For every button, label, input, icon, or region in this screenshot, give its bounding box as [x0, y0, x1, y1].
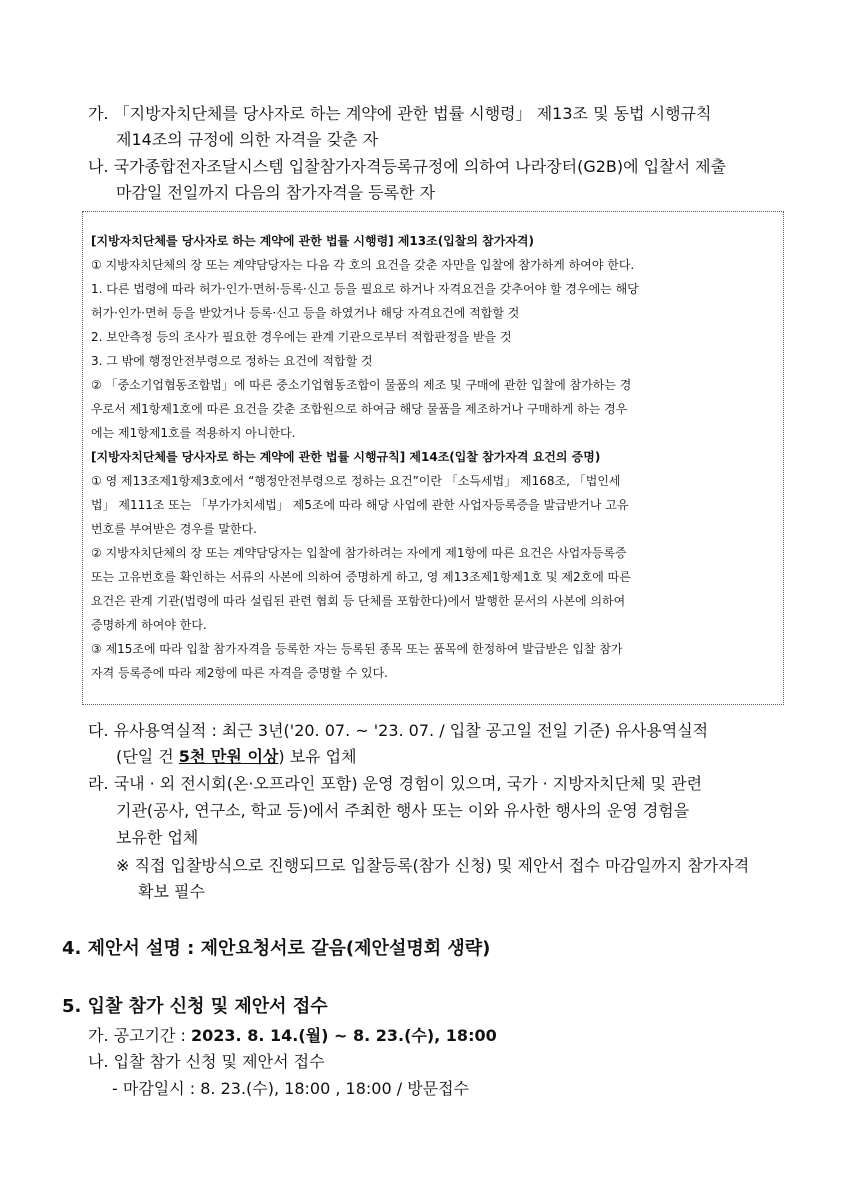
- regulation-line: 1. 다른 법령에 따라 허가·인가·면허·등록·신고 등을 필요로 하거나 자격요건을 갖추어야 할 경우에는 해당: [91, 282, 639, 296]
- regulation-heading: [지방자치단체를 당사자로 하는 계약에 관한 법률 시행령] 제13조(입찰의 참가자격): [91, 234, 535, 248]
- item-ga-line2: 제14조의 규정에 의한 자격을 갖춘 자: [116, 130, 379, 149]
- regulation-line: 또는 고유번호를 확인하는 서류의 사본에 의하여 증명하게 하고, 영 제13조제1항제1호 및 제2호에 따른: [91, 570, 631, 584]
- item-na-line2: 마감일 전일까지 다음의 참가자격을 등록한 자: [116, 183, 436, 202]
- regulation-heading: [지방자치단체를 당사자로 하는 계약에 관한 법률 시행규칙] 제14조(입찰 참가자격 요건의 증명): [91, 450, 601, 464]
- submission-heading: 나. 입찰 참가 신청 및 제안서 접수: [88, 1052, 325, 1071]
- amount-highlight: 5천 만원 이상: [178, 747, 279, 766]
- regulation-line: ③ 제15조에 따라 입찰 참가자격을 등록한 자는 등록된 종목 또는 품목에 한정하여 발급받은 입찰 참가: [91, 642, 623, 656]
- item-ra-line2: 기관(공사, 연구소, 학교 등)에서 주최한 행사 또는 이와 유사한 행사의 운영 경험을: [116, 801, 690, 820]
- item-da-line2: [116, 744, 357, 767]
- regulation-line: 우로서 제1항제1호에 따른 요건을 갖춘 조합원으로 하여금 해당 물품을 제조하거나 구매하게 하는 경우: [91, 402, 628, 416]
- regulation-box: [82, 211, 784, 705]
- item-ra-line3: 보유한 업체: [116, 828, 199, 847]
- item-na-line1: 나. 국가종합전자조달시스템 입찰참가자격등록규정에 의하여 나라장터(G2B)에 입찰서 제출: [88, 157, 727, 176]
- item-ga-line1: 가. 「지방자치단체를 당사자로 하는 계약에 관한 법률 시행령」 제13조 및 동법 시행규칙: [88, 104, 712, 123]
- regulation-line: 허가·인가·면허 등을 받았거나 등록·신고 등을 하였거나 해당 자격요건에 적합할 것: [91, 306, 520, 320]
- regulation-line: 법」 제111조 또는 「부가가치세법」 제5조에 따라 해당 사업에 관한 사업자등록증을 발급받거나 고유: [91, 498, 629, 512]
- regulation-line: 에는 제1항제1호를 적용하지 아니한다.: [91, 426, 296, 440]
- notice-period: [88, 1023, 497, 1046]
- item-da-text: ) 보유 업체: [278, 747, 357, 766]
- notice-period-value: 2023. 8. 14.(월) ~ 8. 23.(수), 18:00: [191, 1026, 497, 1045]
- section5-title: 5. 입찰 참가 신청 및 제안서 접수: [62, 996, 328, 1017]
- regulation-line: ① 지방자치단체의 장 또는 계약담당자는 다음 각 호의 요건을 갖춘 자만을 입찰에 참가하게 하여야 한다.: [91, 258, 635, 272]
- item-ra-line1: 라. 국내 · 외 전시회(온·오프라인 포함) 운영 경험이 있으며, 국가 · 지방자치단체 및 관련: [88, 774, 703, 793]
- notice-period-label: 가. 공고기간 :: [88, 1026, 192, 1045]
- regulation-line: 요건은 관계 기관(법령에 따라 설립된 관련 협회 등 단체를 포함한다)에서 발행한 문서의 사본에 의하여: [91, 594, 626, 608]
- regulation-line: 증명하게 하여야 한다.: [91, 618, 207, 632]
- note-line2: 확보 필수: [138, 882, 205, 901]
- regulation-line: 3. 그 밖에 행정안전부령으로 정하는 요건에 적합할 것: [91, 354, 373, 368]
- regulation-line: ② 지방자치단체의 장 또는 계약담당자는 입찰에 참가하려는 자에게 제1항에 따른 요건은 사업자등록증: [91, 546, 627, 560]
- item-da-text: (단일 건: [116, 747, 179, 766]
- note-line1: ※ 직접 입찰방식으로 진행되므로 입찰등록(참가 신청) 및 제안서 접수 마감일까지 참가자격: [116, 856, 750, 875]
- section4-title: 4. 제안서 설명 : 제안요청서로 갈음(제안설명회 생략): [62, 938, 491, 959]
- regulation-line: ② 「중소기업협동조합법」에 따른 중소기업협동조합이 물품의 제조 및 구매에 관한 입찰에 참가하는 경: [91, 378, 632, 392]
- item-da-line1: 다. 유사용역실적 : 최근 3년('20. 07. ~ '23. 07. / 입찰 공고일 전일 기준) 유사용역실적: [88, 721, 709, 740]
- regulation-line: ① 영 제13조제1항제3호에서 “행정안전부령으로 정하는 요건”이란 「소득세법」 제168조, 「법인세: [91, 474, 621, 488]
- deadline-line: - 마감일시 : 8. 23.(수), 18:00 , 18:00 / 방문접수: [112, 1079, 470, 1098]
- regulation-line: 번호를 부여받은 경우를 말한다.: [91, 522, 257, 536]
- regulation-line: 2. 보안측정 등의 조사가 필요한 경우에는 관계 기관으로부터 적합판정을 받을 것: [91, 330, 512, 344]
- regulation-line: 자격 등록증에 따라 제2항에 따른 자격을 증명할 수 있다.: [91, 666, 388, 680]
